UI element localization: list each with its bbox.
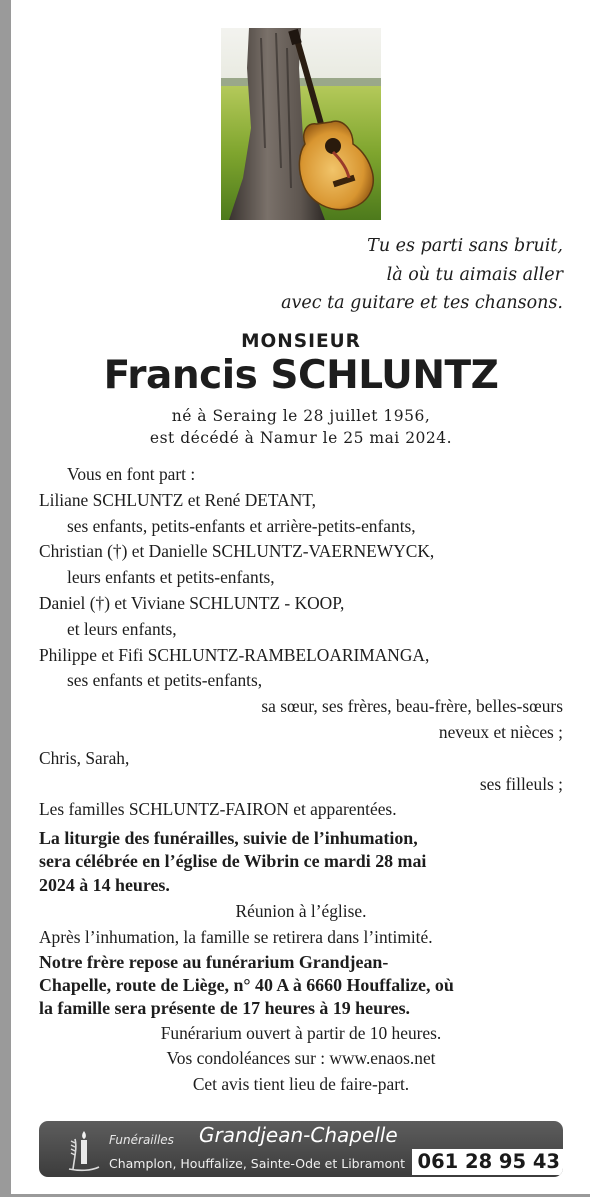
family-line: ses enfants, petits-enfants et arrière-petits-enfants, xyxy=(67,515,416,536)
family-line: sa sœur, ses frères, beau-frère, belles-sœurs xyxy=(261,696,563,717)
closing-line: Cet avis tient lieu de faire-part. xyxy=(192,1074,410,1095)
family-line: leurs enfants et petits-enfants, xyxy=(67,567,275,588)
reunion-line: Réunion à l’église. xyxy=(235,901,367,922)
poem-line: Tu es parti sans bruit, xyxy=(367,236,563,256)
condolences-line: Vos condoléances sur : www.enaos.net xyxy=(166,1048,436,1069)
family-line: ses filleuls ; xyxy=(479,773,563,794)
birth-line: né à Seraing le 28 juillet 1956, xyxy=(171,407,431,425)
liturgy-line: sera célébrée en l’église de Wibrin ce mardi 28 mai xyxy=(39,851,427,872)
family-line: et leurs enfants, xyxy=(67,618,177,639)
family-line: neveux et nièces ; xyxy=(438,721,563,742)
poem xyxy=(143,232,563,318)
family-line: Christian (†) et Danielle SCHLUNTZ-VAERNEWYCK, xyxy=(39,541,435,562)
funerarium-line: Chapelle, route de Liège, n° 40 A à 6660 Houffalize, où xyxy=(39,974,454,995)
funerarium-line: la famille sera présente de 17 heures à 19 heures. xyxy=(39,998,411,1019)
after-burial-line: Après l’inhumation, la famille se retirera dans l’intimité. xyxy=(39,926,433,947)
funeral-home-name: Grandjean-Chapelle xyxy=(199,1123,398,1147)
honorific: MONSIEUR xyxy=(241,331,361,352)
family-line: Daniel (†) et Viviane SCHLUNTZ - KOOP, xyxy=(39,592,345,613)
family-line: Philippe et Fifi SCHLUNTZ-RAMBELOARIMANGA, xyxy=(39,644,430,665)
death-line: est décédé à Namur le 25 mai 2024. xyxy=(149,429,453,447)
funeral-home-banner xyxy=(39,1121,563,1177)
birth-death-info xyxy=(0,405,590,449)
liturgy-line: 2024 à 14 heures. xyxy=(39,874,170,895)
family-line: Les familles SCHLUNTZ-FAIRON et apparentées. xyxy=(39,799,397,820)
funeral-home-locations: Champlon, Houffalize, Sainte-Ode et Libramont xyxy=(109,1156,406,1171)
candle-wheat-icon xyxy=(67,1125,101,1173)
liturgy-info xyxy=(39,827,563,897)
closing-line: Funérarium ouvert à partir de 10 heures. xyxy=(160,1022,442,1043)
funerarium-info xyxy=(39,951,563,1021)
liturgy-line: La liturgie des funérailles, suivie de l’inhumation, xyxy=(39,828,418,849)
family-line: Vous en font part : xyxy=(67,464,196,484)
memorial-photo xyxy=(221,28,381,220)
funeral-home-phone[interactable]: 061 28 95 43 xyxy=(412,1149,563,1175)
family-line: Liliane SCHLUNTZ et René DETANT, xyxy=(39,489,316,510)
banner-prefix: Funérailles xyxy=(109,1133,174,1147)
poem-line: avec ta guitare et tes chansons. xyxy=(281,293,563,313)
family-line: Chris, Sarah, xyxy=(39,747,130,768)
announcement-body xyxy=(39,462,563,1098)
family-line: ses enfants et petits-enfants, xyxy=(67,670,263,691)
deceased-name: Francis SCHLUNTZ xyxy=(103,353,499,398)
poem-line: là où tu aimais aller xyxy=(386,264,563,285)
funerarium-line: Notre frère repose au funérarium Grandjean- xyxy=(39,951,389,972)
